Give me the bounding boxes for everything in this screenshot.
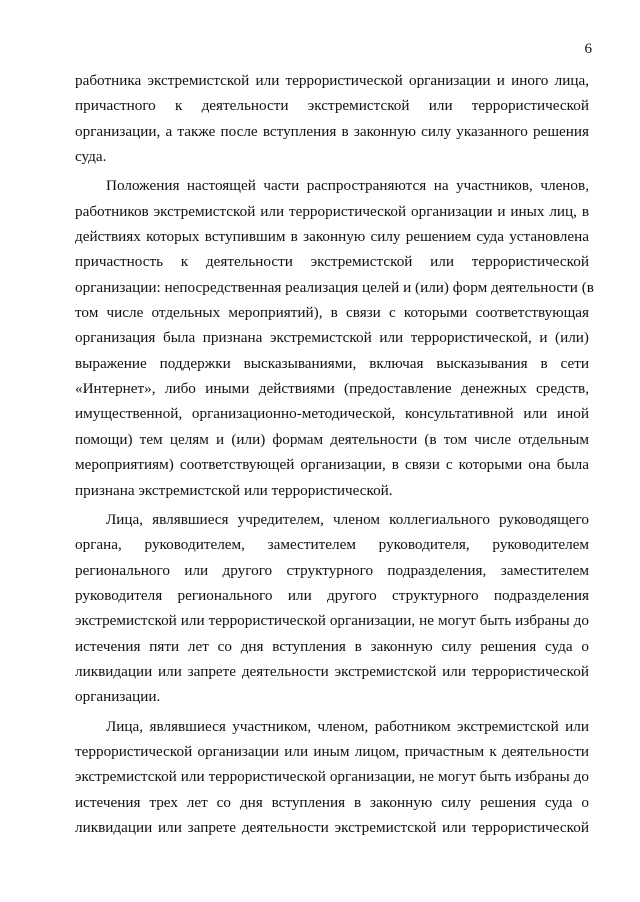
text-line: работника экстремистской или террористической организации и иного лица,	[75, 72, 589, 89]
text-line: действиях которых вступившим в законную силу решением суда установлена	[75, 228, 589, 246]
text-line: выражение поддержки высказываниями, включая высказывания в сети	[75, 354, 589, 372]
text-line: организации.	[75, 688, 161, 706]
text-line: экстремистской или террористической организации, не могут быть избраны до	[75, 768, 589, 786]
text-line: мероприятиям) соответствующей организации, в связи с которыми она была	[75, 456, 589, 474]
text-line: экстремистской или террористической организации, не могут быть избраны до	[75, 612, 589, 630]
text-line: организации, а также после вступления в законную силу указанного решения	[75, 122, 589, 140]
text-line: причастного к деятельности экстремистской или террористической	[75, 97, 589, 115]
text-line: суда.	[75, 148, 107, 166]
paragraph	[75, 714, 589, 841]
paragraph	[75, 68, 589, 169]
text-line: организации: непосредственная реализация целей и (или) форм деятельности (в	[75, 278, 594, 296]
page-number: 6	[584, 41, 592, 57]
text-line: работников экстремистской или террористической организации и иных лиц, в	[75, 202, 589, 220]
text-line: имущественной, организационно-методической, консультативной или иной	[75, 405, 589, 423]
text-line: «Интернет», либо иными действиями (предоставление денежных средств,	[75, 380, 589, 398]
text-line: ликвидации или запрете деятельности экстремистской или террористической	[75, 662, 589, 680]
text-line: истечения трех лет со дня вступления в законную силу решения суда о	[75, 793, 589, 811]
text-line: Лица, являвшиеся участником, членом, работником экстремистской или	[106, 717, 589, 735]
paragraph	[75, 173, 594, 502]
text-line: Положения настоящей части распространяются на участников, членов,	[106, 177, 589, 195]
paragraph	[75, 507, 589, 710]
text-line: том числе отдельных мероприятий), в связи с которыми соответствующая	[75, 304, 589, 322]
text-line: признана экстремистской или террористической.	[75, 481, 393, 499]
document-body	[75, 68, 594, 844]
text-line: истечения пяти лет со дня вступления в законную силу решения суда о	[75, 637, 589, 655]
text-line: причастность к деятельности экстремистской или террористической	[75, 253, 589, 271]
text-line: регионального или другого структурного подразделения, заместителем	[75, 561, 589, 579]
text-line: Лица, являвшиеся учредителем, членом коллегиального руководящего	[106, 510, 589, 528]
text-line: организация была признана экстремистской или террористической, и (или)	[75, 329, 589, 347]
text-line: ликвидации или запрете деятельности экстремистской или террористической	[75, 818, 589, 836]
text-line: помощи) тем целям и (или) формам деятельности (в том числе отдельным	[75, 430, 589, 448]
text-line: террористической организации или иным лицом, причастным к деятельности	[75, 742, 589, 760]
text-line: органа, руководителем, заместителем руководителя, руководителем	[75, 536, 589, 554]
text-line: руководителя регионального или другого структурного подразделения	[75, 586, 589, 604]
